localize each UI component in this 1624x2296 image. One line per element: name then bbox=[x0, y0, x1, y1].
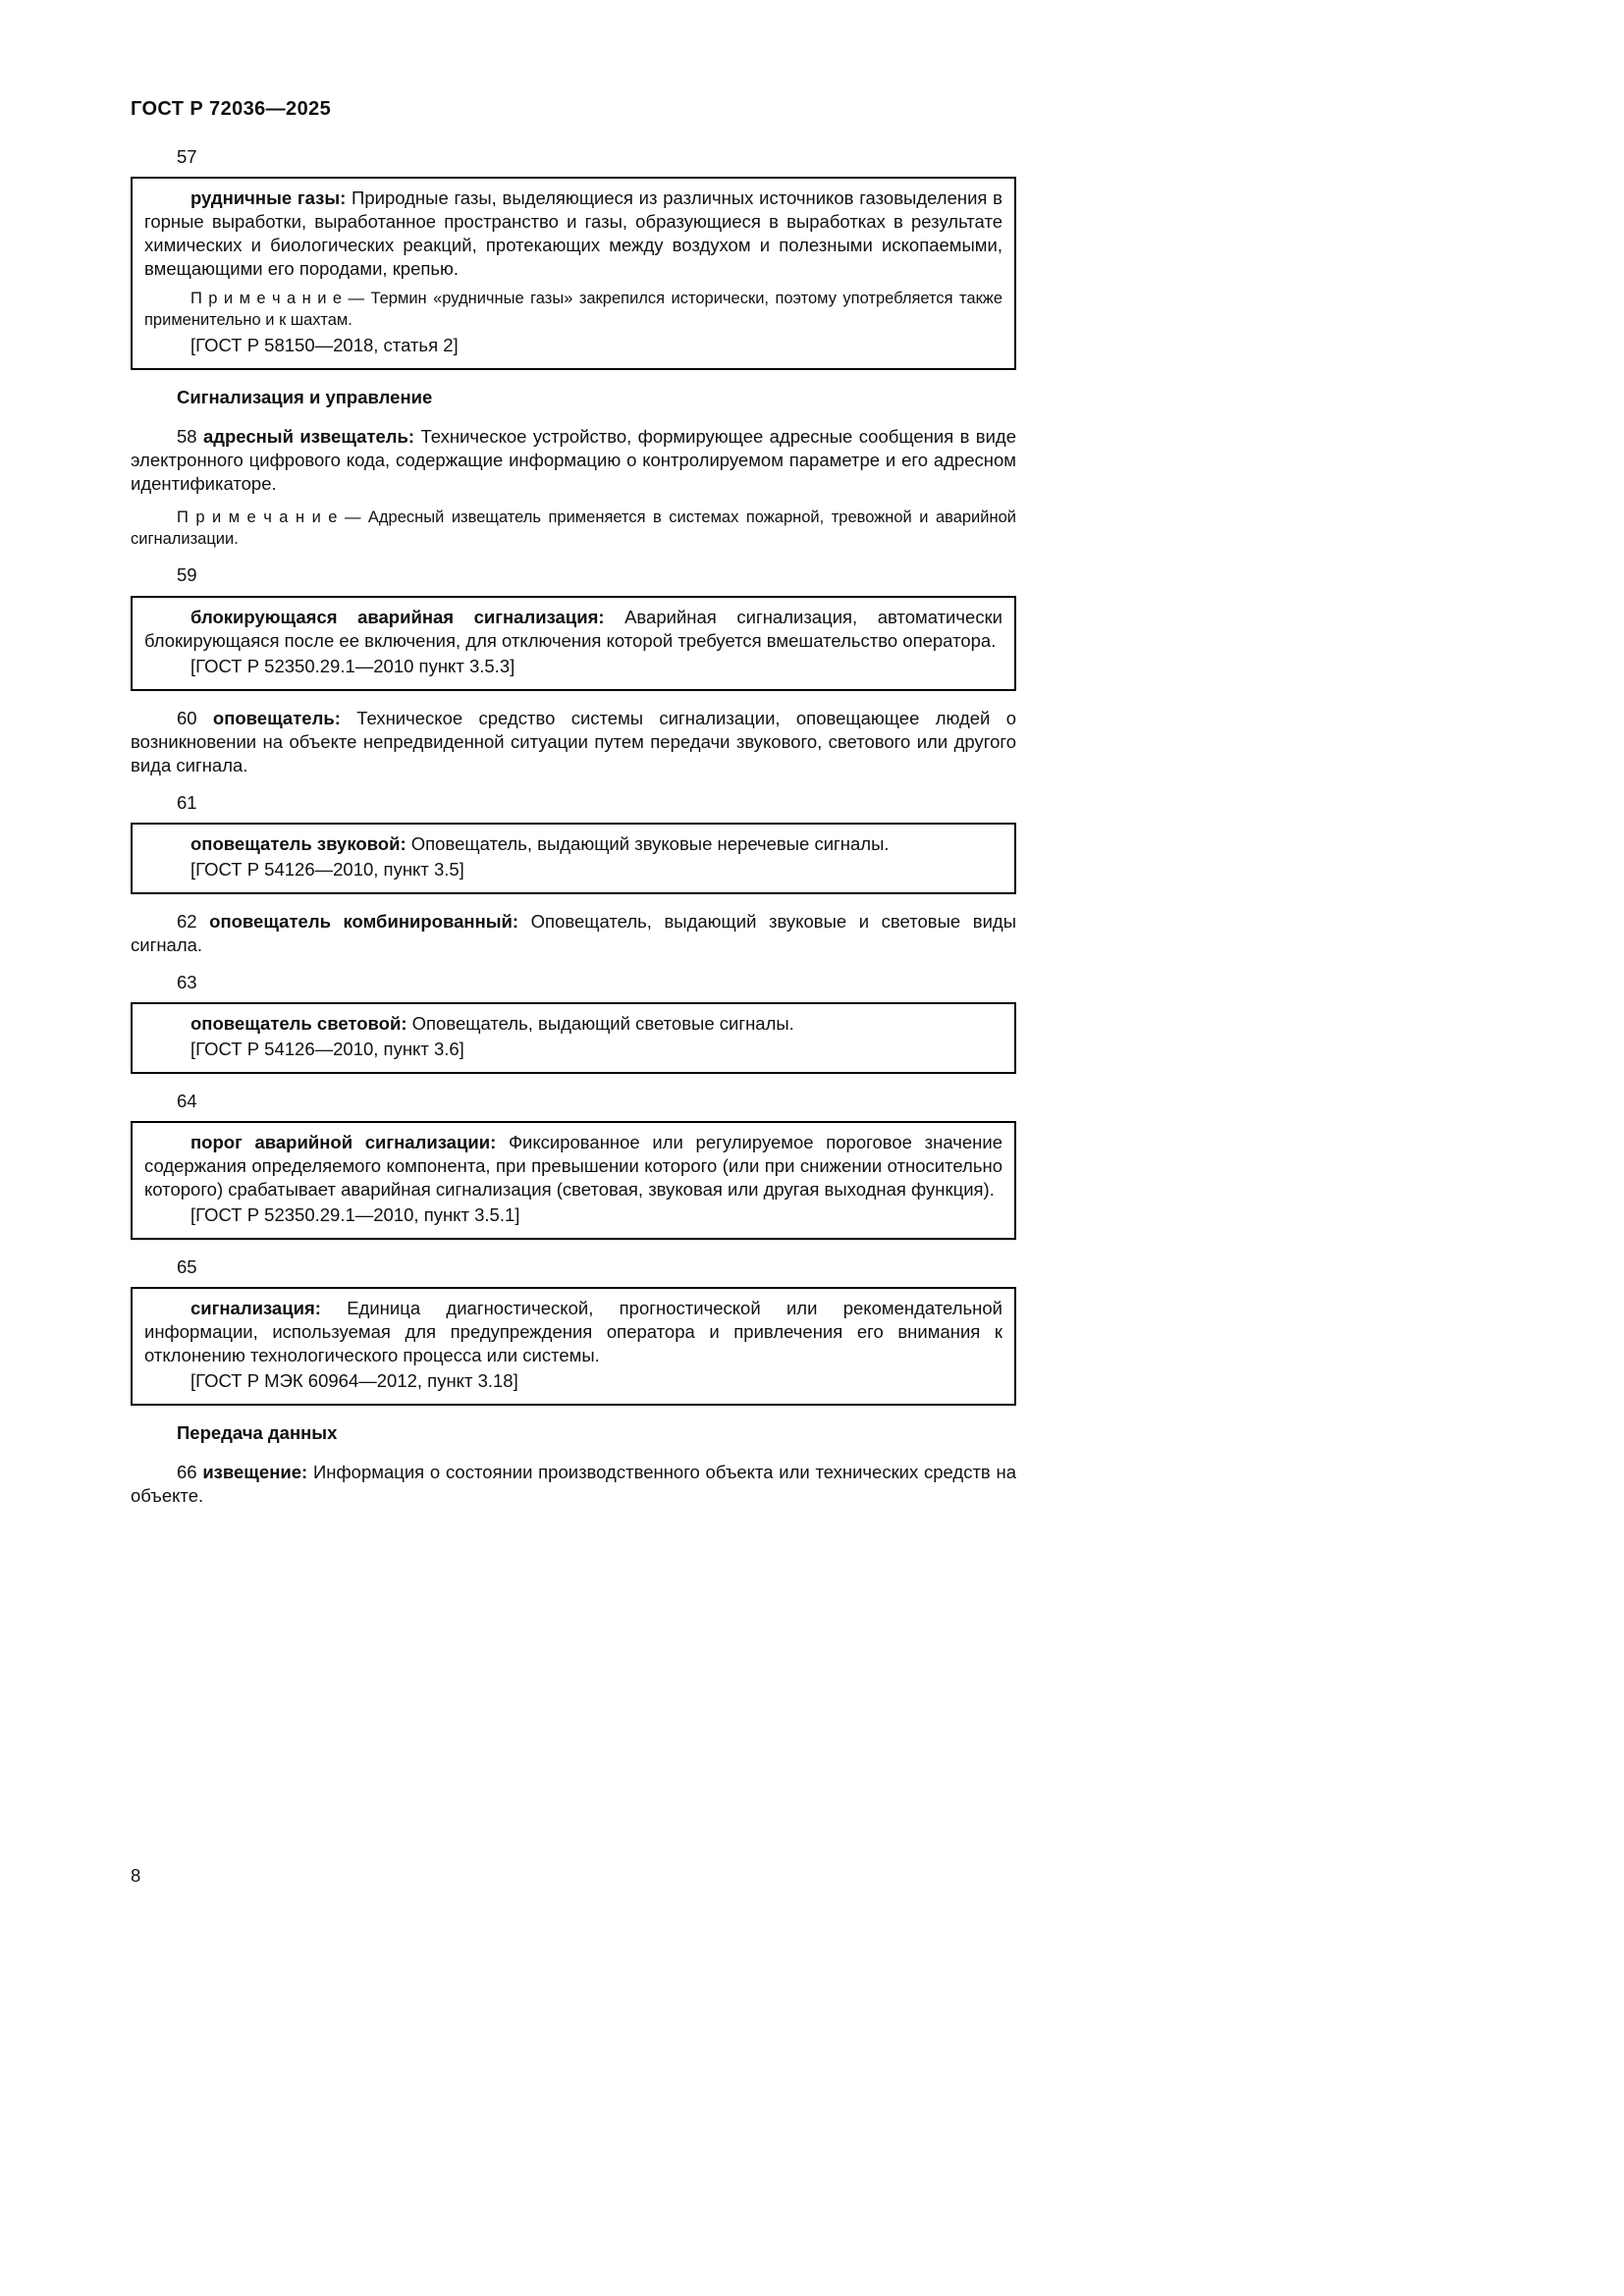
term-definition-58: Техническое устройство, формирующее адресные сообщения в виде электронного цифрового кода, содержащие информацию о контролируемом параметре и его адресном идентификаторе. bbox=[131, 425, 1017, 494]
term-definition-63: Оповещатель, выдающий световые сигналы. bbox=[411, 1012, 794, 1034]
term-paragraph-66 bbox=[131, 1461, 1016, 1508]
term-name-63: оповещатель световой: bbox=[190, 1012, 407, 1034]
term-citation-63: [ГОСТ Р 54126—2010, пункт 3.6] bbox=[190, 1038, 464, 1059]
term-definition-62: Оповещатель, выдающий звуковые и световые виды сигнала. bbox=[131, 910, 1017, 955]
term-number-57: 57 bbox=[177, 146, 197, 167]
term-box-63 bbox=[131, 1002, 1016, 1074]
term-definition-64: Фиксированное или регулируемое пороговое значение содержания определяемого компонента, при превышении которого (или при снижении относительно которого) срабатывает аварийная сигнализация (световая, звуковая или другая выходная функция). bbox=[144, 1131, 1003, 1201]
term-number-60: 60 bbox=[177, 707, 197, 728]
term-note-58: П р и м е ч а н и е — Адресный извещатель применяется в системах пожарной, тревожной и аварийной сигнализации. bbox=[131, 507, 1016, 548]
term-paragraph-59 bbox=[144, 606, 1002, 653]
term-name-58: адресный извещатель: bbox=[202, 425, 415, 447]
term-citation-65: [ГОСТ Р МЭК 60964—2012, пункт 3.18] bbox=[190, 1370, 518, 1392]
term-number-58: 58 bbox=[177, 425, 197, 447]
term-name-66: извещение: bbox=[202, 1462, 308, 1483]
term-definition-60: Техническое средство системы сигнализации, оповещающее людей о возникновении на объекте непредвиденной ситуации путем передачи звукового, светового или другого вида сигнала. bbox=[131, 707, 1016, 775]
term-paragraph-58 bbox=[131, 425, 1016, 496]
term-paragraph-65 bbox=[144, 1297, 1002, 1367]
term-note-57: П р и м е ч а н и е — Термин «рудничные газы» закрепился исторически, поэтому употребляется также применительно и к шахтам. bbox=[144, 290, 1002, 329]
term-paragraph-61 bbox=[144, 832, 1002, 856]
term-definition-57: Природные газы, выделяющиеся из различных источников газовыделения в горные выработки, выработанное пространство и газы, образующиеся в выработках в результате химических и биологических реакций, протекающих между воздухом и полезными ископаемыми, вмещающими его породами, крепью. bbox=[144, 187, 1003, 280]
term-number-63: 63 bbox=[177, 971, 197, 992]
term-name-57: рудничные газы: bbox=[190, 187, 347, 209]
section-heading-signaling-control: Сигнализация и управление bbox=[177, 386, 433, 407]
term-citation-64: [ГОСТ Р 52350.29.1—2010, пункт 3.5.1] bbox=[190, 1204, 520, 1226]
page-number: 8 bbox=[131, 1865, 141, 1886]
term-paragraph-63 bbox=[144, 1012, 1002, 1036]
term-box-59 bbox=[131, 596, 1016, 691]
term-citation-59: [ГОСТ Р 52350.29.1—2010 пункт 3.5.3] bbox=[190, 655, 515, 676]
term-box-65 bbox=[131, 1287, 1016, 1406]
term-box-64 bbox=[131, 1121, 1016, 1240]
term-definition-61: Оповещатель, выдающий звуковые неречевые сигналы. bbox=[410, 832, 890, 854]
term-definition-59: Аварийная сигнализация, автоматически блокирующаяся после ее включения, для отключения которой требуется вмешательство оператора. bbox=[144, 606, 1002, 651]
term-name-60: оповещатель: bbox=[212, 707, 341, 728]
term-number-59: 59 bbox=[177, 564, 197, 586]
term-definition-66: Информация о состоянии производственного объекта или технических средств на объекте. bbox=[131, 1462, 1017, 1507]
document-header-title: ГОСТ Р 72036—2025 bbox=[131, 98, 332, 120]
term-paragraph-60 bbox=[131, 707, 1016, 777]
term-number-66: 66 bbox=[177, 1462, 197, 1483]
term-name-62: оповещатель комбинированный: bbox=[209, 910, 519, 932]
term-number-65: 65 bbox=[177, 1256, 197, 1278]
term-citation-61: [ГОСТ Р 54126—2010, пункт 3.5] bbox=[190, 858, 464, 880]
term-number-61: 61 bbox=[177, 791, 197, 813]
term-paragraph-64 bbox=[144, 1131, 1002, 1201]
term-definition-65: Единица диагностической, прогностической или рекомендательной информации, используемая для предупреждения оператора и привлечения его внимания к отклонению технологического процесса или системы. bbox=[144, 1298, 1002, 1366]
term-paragraph-57 bbox=[144, 187, 1002, 281]
term-name-64: порог аварийной сигнализации: bbox=[190, 1131, 497, 1152]
term-name-59: блокирующаяся аварийная сигнализация: bbox=[190, 606, 605, 627]
term-name-65: сигнализация: bbox=[190, 1298, 321, 1319]
term-name-61: оповещатель звуковой: bbox=[190, 832, 406, 854]
section-heading-data-transmission: Передача данных bbox=[177, 1422, 338, 1444]
document-content bbox=[131, 143, 1016, 1522]
term-box-61 bbox=[131, 823, 1016, 894]
term-box-57 bbox=[131, 177, 1016, 370]
term-number-62: 62 bbox=[177, 910, 197, 932]
term-number-64: 64 bbox=[177, 1090, 197, 1111]
term-citation-57: [ГОСТ Р 58150—2018, статья 2] bbox=[190, 334, 459, 355]
term-paragraph-62 bbox=[131, 910, 1016, 957]
